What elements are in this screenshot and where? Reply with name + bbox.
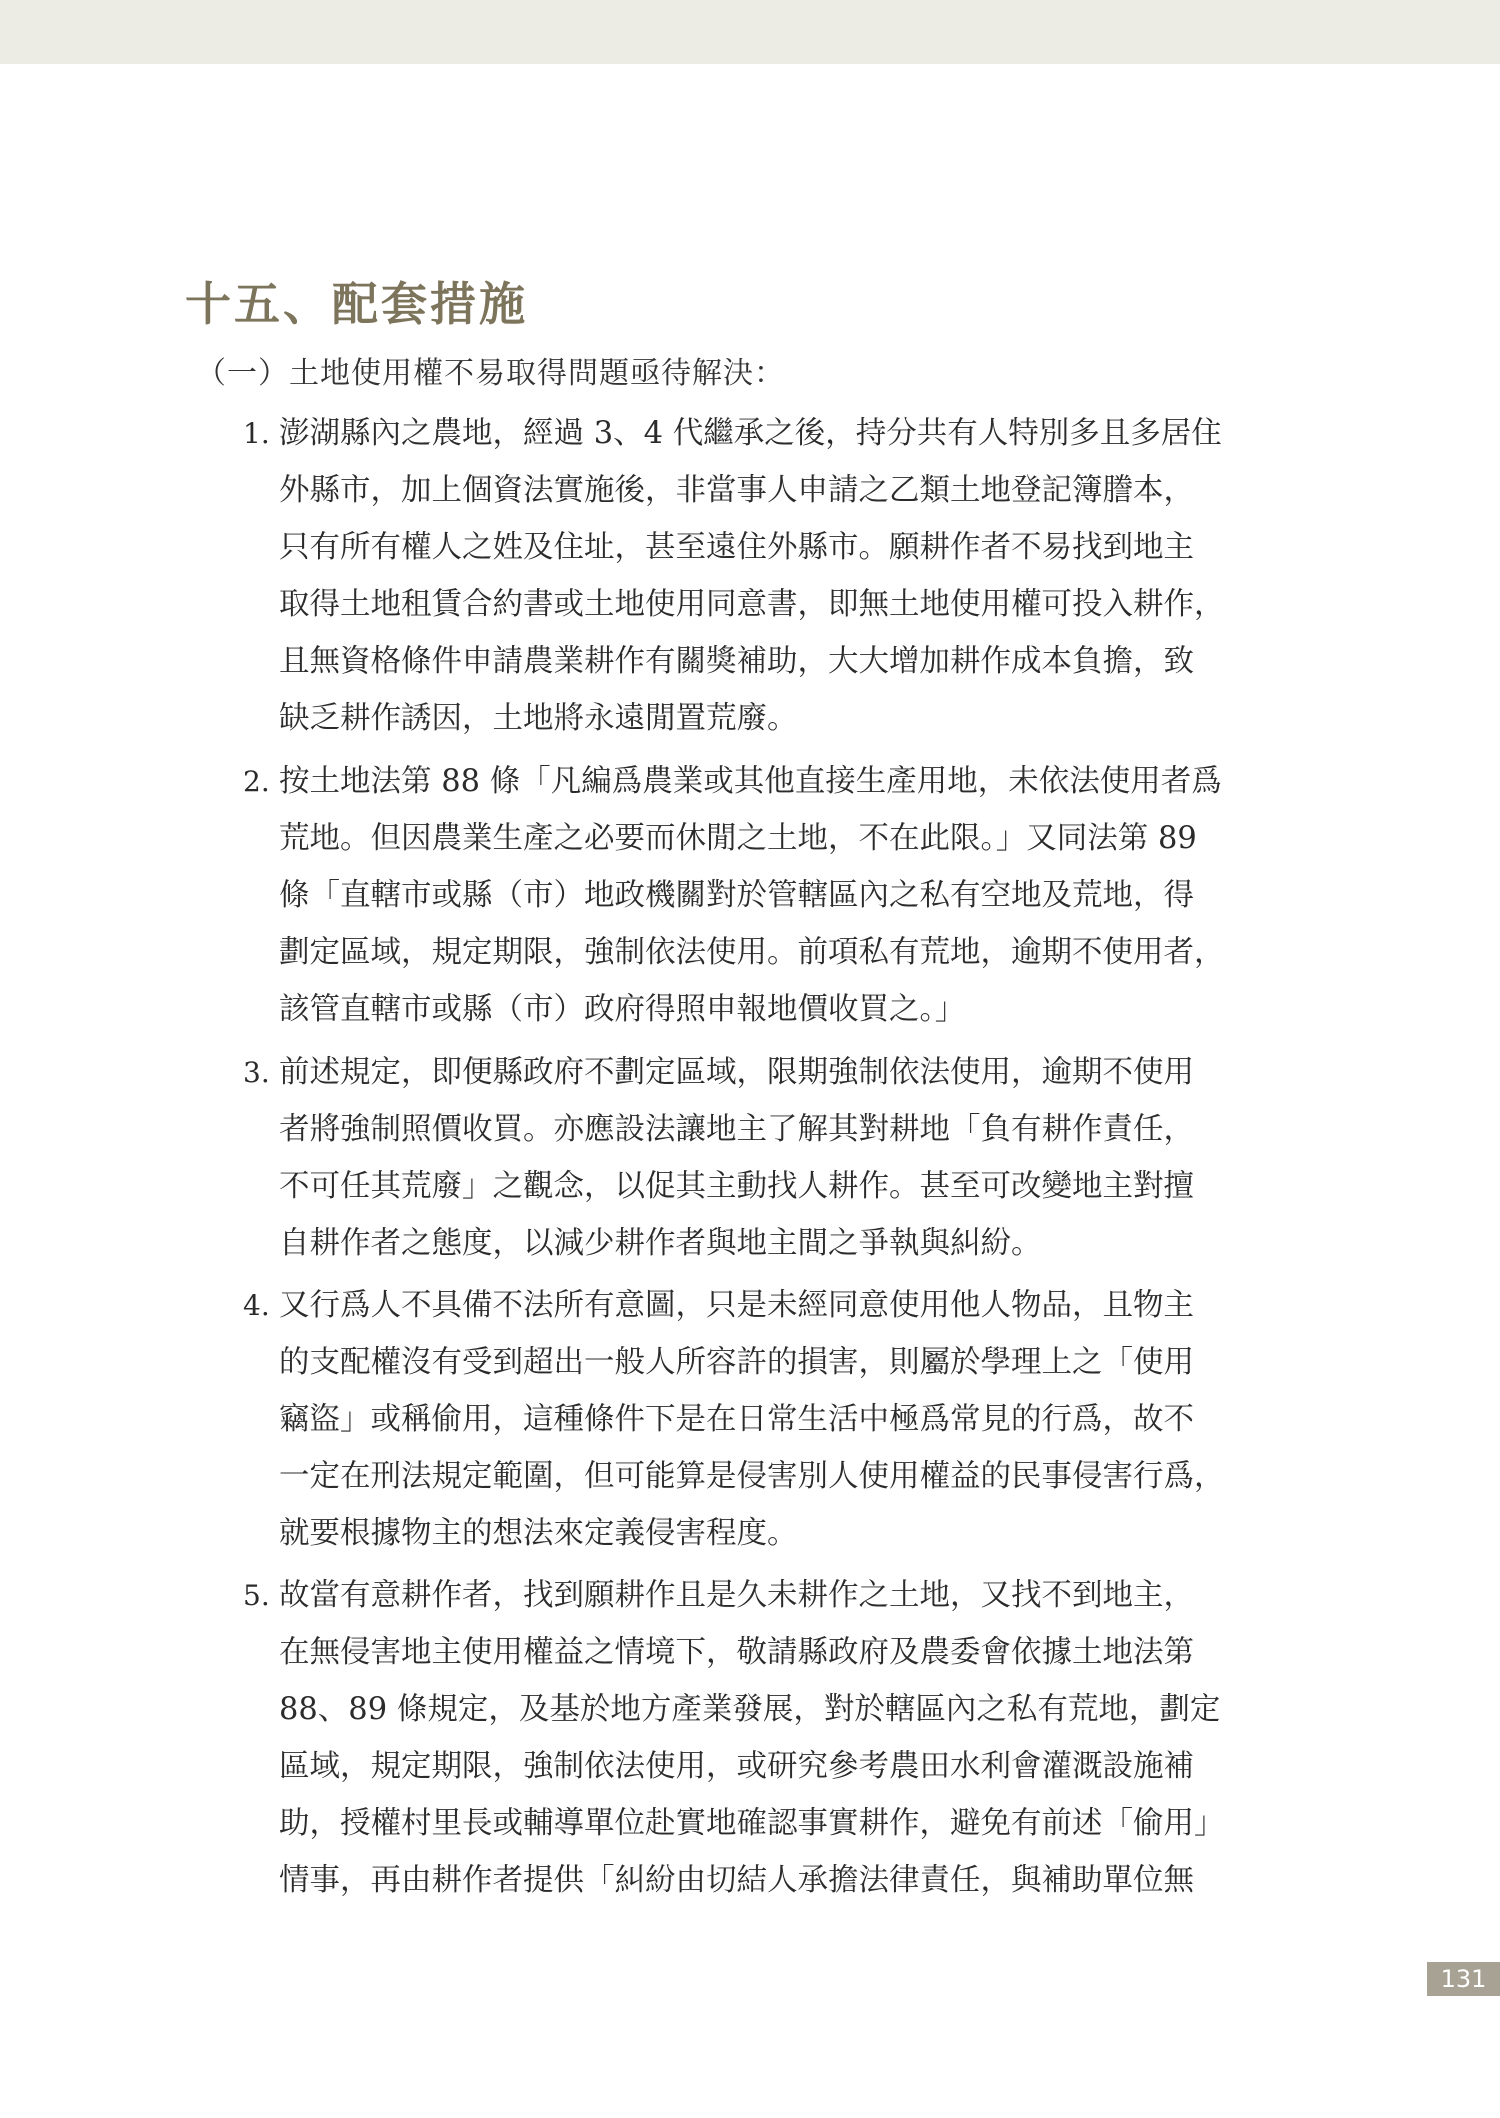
item-line: 外縣市，加上個資法實施後，非當事人申請之乙類土地登記簿謄本，	[279, 473, 1194, 508]
list-item-3	[243, 1044, 1293, 1272]
item-line: 缺乏耕作誘因，土地將永遠閒置荒廢。	[279, 701, 798, 736]
page-number: 131	[1427, 1962, 1500, 1996]
item-line: 不可任其荒廢」之觀念，以促其主動找人耕作。甚至可改變地主對擅	[279, 1169, 1194, 1204]
item-line: 該管直轄市或縣（市）政府得照申報地價收買之。」	[279, 992, 966, 1027]
item-line: 自耕作者之態度，以減少耕作者與地主間之爭執與糾紛。	[279, 1226, 1042, 1261]
list-item-4	[243, 1277, 1293, 1562]
item-line: 竊盜」或稱偷用，這種條件下是在日常生活中極爲常見的行爲，故不	[279, 1402, 1194, 1437]
item-line: 情事，再由耕作者提供「糾紛由切結人承擔法律責任，與補助單位無	[279, 1863, 1194, 1898]
item-line: 就要根據物主的想法來定義侵害程度。	[279, 1516, 798, 1551]
item-line: 助，授權村里長或輔導單位赴實地確認事實耕作，避免有前述「偷用」	[279, 1806, 1225, 1841]
item-number: 4.	[243, 1289, 270, 1322]
subsection-heading: （一）土地使用權不易取得問題亟待解決：	[196, 356, 785, 391]
item-line: 的支配權沒有受到超出一般人所容許的損害，則屬於學理上之「使用	[279, 1345, 1194, 1380]
item-line: 劃定區域，規定期限，強制依法使用。前項私有荒地，逾期不使用者，	[279, 935, 1225, 970]
item-line: 取得土地租賃合約書或土地使用同意書，即無土地使用權可投入耕作，	[279, 587, 1225, 622]
item-line: 者將強制照價收買。亦應設法讓地主了解其對耕地「負有耕作責任，	[279, 1112, 1194, 1147]
item-number: 3.	[243, 1056, 270, 1089]
section-title: 十五、配套措施	[185, 277, 528, 331]
item-line: 故當有意耕作者，找到願耕作且是久未耕作之土地，又找不到地主，	[279, 1578, 1194, 1613]
list-item-2	[243, 753, 1293, 1038]
item-number: 5.	[243, 1579, 270, 1612]
item-line: 區域，規定期限，強制依法使用，或研究參考農田水利會灌溉設施補	[279, 1749, 1194, 1784]
item-line: 又行爲人不具備不法所有意圖，只是未經同意使用他人物品，且物主	[279, 1288, 1194, 1323]
list-item-5	[243, 1567, 1293, 1909]
item-line: 按土地法第 88 條「凡編爲農業或其他直接生產用地，未依法使用者爲	[279, 764, 1222, 799]
item-line: 澎湖縣內之農地，經過 3、4 代繼承之後，持分共有人特別多且多居住	[279, 416, 1222, 451]
item-line: 前述規定，即便縣政府不劃定區域，限期強制依法使用，逾期不使用	[279, 1055, 1194, 1090]
item-line: 且無資格條件申請農業耕作有關獎補助，大大增加耕作成本負擔，致	[279, 644, 1194, 679]
top-band	[0, 0, 1500, 64]
item-line: 荒地。但因農業生產之必要而休閒之土地，不在此限。」又同法第 89	[279, 821, 1197, 856]
item-line: 88、89 條規定，及基於地方產業發展，對於轄區內之私有荒地，劃定	[279, 1692, 1221, 1727]
item-number: 1.	[243, 417, 270, 450]
item-line: 在無侵害地主使用權益之情境下，敬請縣政府及農委會依據土地法第	[279, 1635, 1194, 1670]
item-number: 2.	[243, 765, 270, 798]
list-item-1	[243, 405, 1293, 747]
item-line: 只有所有權人之姓及住址，甚至遠住外縣市。願耕作者不易找到地主	[279, 530, 1194, 565]
item-line: 條「直轄市或縣（市）地政機關對於管轄區內之私有空地及荒地，得	[279, 878, 1194, 913]
item-line: 一定在刑法規定範圍，但可能算是侵害別人使用權益的民事侵害行爲，	[279, 1459, 1225, 1494]
